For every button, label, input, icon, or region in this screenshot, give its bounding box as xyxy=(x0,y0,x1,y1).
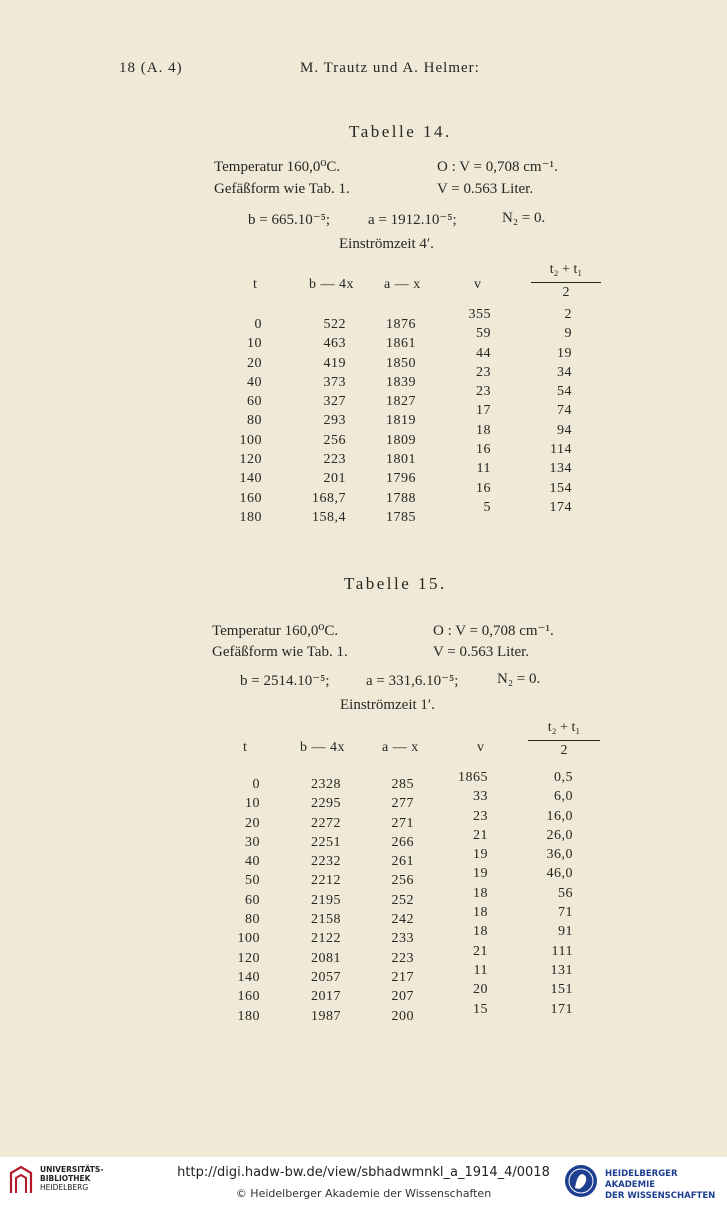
cell-t: 20 xyxy=(247,355,262,371)
cell-v: 11 xyxy=(473,962,488,978)
logo-line: BIBLIOTHEK xyxy=(40,1174,91,1183)
cell-t: 160 xyxy=(239,490,262,506)
cell-ax: 285 xyxy=(391,777,414,792)
logo-line: DER WISSENSCHAFTEN xyxy=(605,1191,716,1201)
cell-v: 21 xyxy=(473,943,488,959)
cell-ax: 1850 xyxy=(386,355,416,371)
cell-ax: 1796 xyxy=(386,471,416,487)
cell-v: 355 xyxy=(468,307,491,322)
cell-t: 40 xyxy=(245,854,260,870)
cell-bx: 168,7 xyxy=(312,490,346,506)
table-title: Tabelle 15. xyxy=(344,574,447,593)
cell-mean: 16,0 xyxy=(546,808,573,824)
cell-v: 44 xyxy=(476,345,491,361)
page-number: 18 (A. 4) xyxy=(119,60,183,76)
cell-v: 19 xyxy=(473,866,488,882)
cell-bx: 1987 xyxy=(311,1008,341,1024)
cell-t: 80 xyxy=(245,912,260,928)
cell-v: 18 xyxy=(473,885,488,901)
vessel-shape: Gefäßform wie Tab. 1. xyxy=(214,181,350,197)
header-v: v xyxy=(477,740,485,755)
header-t: t xyxy=(243,740,248,755)
cell-v: 23 xyxy=(476,364,491,380)
cell-t: 100 xyxy=(237,931,260,947)
header-mean-time xyxy=(531,262,601,301)
cell-mean: 91 xyxy=(558,924,573,940)
cell-ax: 223 xyxy=(391,950,414,966)
cell-ax: 1819 xyxy=(386,413,416,429)
cell-ax: 1876 xyxy=(386,317,416,332)
cell-mean: 9 xyxy=(564,326,572,342)
cell-ax: 277 xyxy=(391,796,414,812)
cell-bx: 2212 xyxy=(311,873,341,889)
cell-t: 140 xyxy=(237,969,260,985)
cell-v: 23 xyxy=(476,384,491,400)
cell-bx: 2122 xyxy=(311,931,341,947)
logo-line: UNIVERSITÄTS- xyxy=(40,1165,104,1174)
cell-v: 16 xyxy=(476,442,491,458)
cell-t: 40 xyxy=(247,374,262,390)
header-mean-numerator: t₂ + t₁ xyxy=(531,262,601,283)
cell-mean: 34 xyxy=(557,364,572,380)
cell-t: 180 xyxy=(239,509,262,525)
logo-line: HEIDELBERG xyxy=(40,1183,89,1192)
cell-bx: 2195 xyxy=(311,892,341,908)
cell-bx: 522 xyxy=(323,317,346,332)
cell-ax: 207 xyxy=(391,989,414,1005)
cell-t: 10 xyxy=(247,336,262,352)
cell-v: 17 xyxy=(476,403,491,419)
cell-bx: 2232 xyxy=(311,854,341,870)
cell-bx: 2081 xyxy=(311,950,341,966)
cell-mean: 6,0 xyxy=(554,789,573,805)
logo-line: HEIDELBERGER AKADEMIE xyxy=(605,1169,678,1190)
cell-mean: 114 xyxy=(550,442,572,458)
column-b-4x xyxy=(300,315,346,527)
cell-bx: 293 xyxy=(323,413,346,429)
cell-v: 5 xyxy=(483,499,491,515)
column-t xyxy=(226,315,262,527)
a-value: a = 331,6.10⁻⁵; xyxy=(366,673,459,689)
column-v xyxy=(448,768,488,1019)
header-mean-denominator: 2 xyxy=(560,743,568,758)
surface-volume-ratio: O : V = 0,708 cm⁻¹. xyxy=(433,623,554,639)
cell-mean: 19 xyxy=(557,345,572,361)
header-a-x: a — x xyxy=(384,277,421,292)
cell-bx: 373 xyxy=(323,374,346,390)
cell-ax: 233 xyxy=(391,931,414,947)
cell-v: 18 xyxy=(476,422,491,438)
b-value: b = 665.10⁻⁵; xyxy=(248,212,331,228)
cell-mean: 111 xyxy=(551,943,573,959)
cell-ax: 1801 xyxy=(386,452,416,468)
column-mean-time xyxy=(532,305,572,517)
column-mean-time xyxy=(533,768,573,1019)
vessel-shape: Gefäßform wie Tab. 1. xyxy=(212,644,348,660)
column-a-x xyxy=(376,775,414,1026)
column-b-4x xyxy=(297,775,341,1026)
cell-t: 0 xyxy=(252,777,260,792)
cell-t: 180 xyxy=(237,1008,260,1024)
cell-v: 19 xyxy=(473,847,488,863)
volume: V = 0.563 Liter. xyxy=(433,644,530,660)
cell-ax: 256 xyxy=(391,873,414,889)
academy-logo[interactable] xyxy=(563,1161,723,1203)
copyright-notice: © Heidelberger Akademie der Wissenschaften xyxy=(235,1187,492,1200)
cell-ax: 271 xyxy=(391,815,414,831)
cell-bx: 201 xyxy=(323,471,346,487)
temperature: Temperatur 160,0⁰C. xyxy=(214,159,341,175)
cell-v: 18 xyxy=(473,905,488,921)
header-b-4x: b — 4x xyxy=(300,740,345,755)
cell-mean: 134 xyxy=(549,461,572,477)
cell-v: 18 xyxy=(473,924,488,940)
n2-value: N₂ = 0. xyxy=(497,671,541,687)
table-title: Tabelle 14. xyxy=(349,122,452,141)
cell-bx: 2017 xyxy=(311,989,341,1005)
volume: V = 0.563 Liter. xyxy=(437,181,534,197)
cell-t: 100 xyxy=(239,432,262,448)
viewer-footer xyxy=(0,1157,727,1207)
cell-v: 21 xyxy=(473,827,488,843)
cell-t: 80 xyxy=(247,413,262,429)
cell-ax: 252 xyxy=(391,892,414,908)
cell-v: 11 xyxy=(476,461,491,477)
n2-value: N₂ = 0. xyxy=(502,210,546,226)
b-value: b = 2514.10⁻⁵; xyxy=(240,673,330,689)
header-v: v xyxy=(474,277,482,292)
cell-bx: 2272 xyxy=(311,815,341,831)
cell-mean: 94 xyxy=(557,422,572,438)
cell-t: 0 xyxy=(254,317,262,332)
cell-mean: 56 xyxy=(558,885,573,901)
cell-ax: 261 xyxy=(391,854,414,870)
cell-t: 160 xyxy=(237,989,260,1005)
cell-bx: 223 xyxy=(323,452,346,468)
cell-mean: 36,0 xyxy=(546,847,573,863)
header-mean-denominator: 2 xyxy=(562,285,570,300)
cell-ax: 217 xyxy=(391,969,414,985)
temperature: Temperatur 160,0⁰C. xyxy=(212,623,339,639)
cell-v: 59 xyxy=(476,326,491,342)
cell-ax: 1788 xyxy=(386,490,416,506)
permalink-url[interactable]: http://digi.hadw-bw.de/view/sbhadwmnkl_a_1914_4/0018 xyxy=(177,1165,550,1180)
column-t xyxy=(220,775,260,1026)
cell-ax: 242 xyxy=(391,912,414,928)
cell-bx: 158,4 xyxy=(312,509,346,525)
cell-t: 60 xyxy=(247,394,262,410)
cell-t: 30 xyxy=(245,834,260,850)
cell-bx: 419 xyxy=(323,355,346,371)
header-mean-numerator: t₂ + t₁ xyxy=(528,720,600,741)
header-mean-time xyxy=(528,720,600,759)
cell-ax: 1827 xyxy=(386,394,416,410)
cell-bx: 2158 xyxy=(311,912,341,928)
cell-mean: 151 xyxy=(550,982,573,998)
cell-mean: 131 xyxy=(550,962,573,978)
cell-mean: 2 xyxy=(564,307,572,322)
cell-bx: 463 xyxy=(323,336,346,352)
cell-t: 20 xyxy=(245,815,260,831)
cell-bx: 2295 xyxy=(311,796,341,812)
cell-mean: 174 xyxy=(549,499,572,515)
cell-t: 120 xyxy=(239,452,262,468)
cell-mean: 71 xyxy=(558,905,573,921)
cell-ax: 1839 xyxy=(386,374,416,390)
cell-mean: 54 xyxy=(557,384,572,400)
column-a-x xyxy=(376,315,416,527)
cell-mean: 26,0 xyxy=(546,827,573,843)
cell-bx: 256 xyxy=(323,432,346,448)
cell-mean: 171 xyxy=(550,1001,573,1017)
running-title: M. Trautz und A. Helmer: xyxy=(300,60,480,76)
cell-t: 10 xyxy=(245,796,260,812)
cell-t: 140 xyxy=(239,471,262,487)
cell-t: 120 xyxy=(237,950,260,966)
a-value: a = 1912.10⁻⁵; xyxy=(368,212,457,228)
cell-t: 50 xyxy=(245,873,260,889)
cell-v: 20 xyxy=(473,982,488,998)
cell-bx: 2328 xyxy=(311,777,341,792)
header-t: t xyxy=(253,277,258,292)
cell-mean: 46,0 xyxy=(546,866,573,882)
header-b-4x: b — 4x xyxy=(309,277,354,292)
cell-v: 1865 xyxy=(458,770,488,785)
cell-ax: 1861 xyxy=(386,336,416,352)
cell-v: 23 xyxy=(473,808,488,824)
cell-v: 15 xyxy=(473,1001,488,1017)
cell-ax: 1809 xyxy=(386,432,416,448)
cell-bx: 2251 xyxy=(311,834,341,850)
cell-bx: 2057 xyxy=(311,969,341,985)
cell-ax: 200 xyxy=(391,1008,414,1024)
column-v xyxy=(455,305,491,517)
cell-v: 16 xyxy=(476,480,491,496)
cell-bx: 327 xyxy=(323,394,346,410)
cell-v: 33 xyxy=(473,789,488,805)
cell-mean: 0,5 xyxy=(554,770,573,785)
cell-ax: 266 xyxy=(391,834,414,850)
cell-mean: 74 xyxy=(557,403,572,419)
cell-mean: 154 xyxy=(549,480,572,496)
cell-ax: 1785 xyxy=(386,509,416,525)
header-a-x: a — x xyxy=(382,740,419,755)
surface-volume-ratio: O : V = 0,708 cm⁻¹. xyxy=(437,159,558,175)
cell-t: 60 xyxy=(245,892,260,908)
inflow-time: Einströmzeit 4′. xyxy=(339,236,434,252)
inflow-time: Einströmzeit 1′. xyxy=(340,697,435,713)
academy-seal-icon xyxy=(563,1163,599,1199)
